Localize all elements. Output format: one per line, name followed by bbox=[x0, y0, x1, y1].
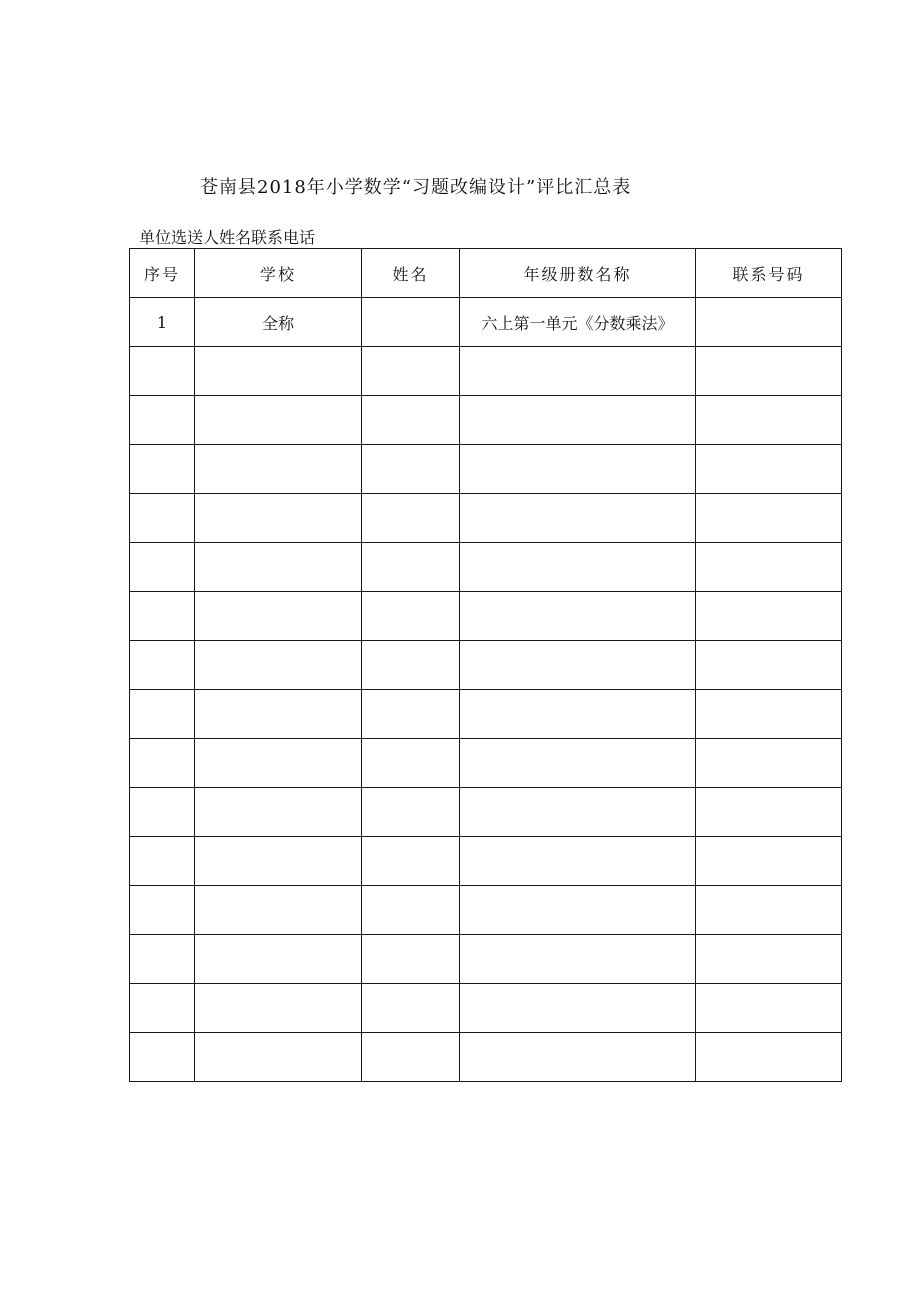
cell-grade-volume: 六上第一单元《分数乘法》 bbox=[460, 298, 696, 347]
cell-grade-volume bbox=[460, 494, 696, 543]
summary-table bbox=[129, 248, 842, 1082]
cell-name bbox=[362, 837, 460, 886]
cell-contact bbox=[696, 641, 842, 690]
cell-school bbox=[195, 543, 362, 592]
cell-contact bbox=[696, 837, 842, 886]
header-contact: 联系号码 bbox=[696, 249, 842, 298]
cell-name bbox=[362, 494, 460, 543]
cell-seq bbox=[130, 396, 195, 445]
table-row bbox=[130, 396, 842, 445]
cell-seq bbox=[130, 739, 195, 788]
cell-name bbox=[362, 592, 460, 641]
cell-contact bbox=[696, 592, 842, 641]
cell-seq bbox=[130, 445, 195, 494]
cell-seq bbox=[130, 886, 195, 935]
cell-seq bbox=[130, 543, 195, 592]
cell-contact bbox=[696, 984, 842, 1033]
cell-seq bbox=[130, 592, 195, 641]
cell-seq bbox=[130, 690, 195, 739]
cell-name bbox=[362, 298, 460, 347]
table-row bbox=[130, 788, 842, 837]
cell-school bbox=[195, 592, 362, 641]
table-row bbox=[130, 543, 842, 592]
cell-seq bbox=[130, 837, 195, 886]
cell-name bbox=[362, 1033, 460, 1082]
cell-seq: 1 bbox=[130, 298, 195, 347]
cell-grade-volume bbox=[460, 1033, 696, 1082]
cell-name bbox=[362, 347, 460, 396]
cell-contact bbox=[696, 347, 842, 396]
cell-grade-volume bbox=[460, 837, 696, 886]
table-row bbox=[130, 445, 842, 494]
cell-school bbox=[195, 445, 362, 494]
cell-school bbox=[195, 837, 362, 886]
cell-grade-volume bbox=[460, 984, 696, 1033]
cell-seq bbox=[130, 641, 195, 690]
cell-name bbox=[362, 396, 460, 445]
cell-contact bbox=[696, 886, 842, 935]
cell-contact bbox=[696, 739, 842, 788]
cell-school: 全称 bbox=[195, 298, 362, 347]
cell-grade-volume bbox=[460, 788, 696, 837]
cell-contact bbox=[696, 788, 842, 837]
cell-grade-volume bbox=[460, 739, 696, 788]
cell-seq bbox=[130, 788, 195, 837]
cell-contact bbox=[696, 396, 842, 445]
cell-school bbox=[195, 690, 362, 739]
cell-name bbox=[362, 641, 460, 690]
cell-name bbox=[362, 690, 460, 739]
cell-name bbox=[362, 788, 460, 837]
cell-contact bbox=[696, 298, 842, 347]
cell-contact bbox=[696, 935, 842, 984]
table-row bbox=[130, 494, 842, 543]
cell-name bbox=[362, 445, 460, 494]
cell-contact bbox=[696, 690, 842, 739]
cell-name bbox=[362, 739, 460, 788]
cell-grade-volume bbox=[460, 690, 696, 739]
cell-school bbox=[195, 347, 362, 396]
cell-grade-volume bbox=[460, 592, 696, 641]
table-row bbox=[130, 347, 842, 396]
cell-grade-volume bbox=[460, 886, 696, 935]
header-school: 学校 bbox=[195, 249, 362, 298]
document-title: 苍南县2018年小学数学“习题改编设计”评比汇总表 bbox=[200, 177, 632, 198]
table-body bbox=[130, 298, 842, 1082]
cell-school bbox=[195, 886, 362, 935]
cell-name bbox=[362, 886, 460, 935]
cell-seq bbox=[130, 494, 195, 543]
cell-school bbox=[195, 984, 362, 1033]
cell-school bbox=[195, 396, 362, 445]
cell-grade-volume bbox=[460, 396, 696, 445]
cell-name bbox=[362, 984, 460, 1033]
table-row bbox=[130, 935, 842, 984]
table-row bbox=[130, 739, 842, 788]
cell-grade-volume bbox=[460, 543, 696, 592]
cell-school bbox=[195, 788, 362, 837]
cell-school bbox=[195, 1033, 362, 1082]
cell-contact bbox=[696, 1033, 842, 1082]
header-grade-volume: 年级册数名称 bbox=[460, 249, 696, 298]
cell-contact bbox=[696, 543, 842, 592]
table-row bbox=[130, 641, 842, 690]
cell-school bbox=[195, 494, 362, 543]
table-row bbox=[130, 886, 842, 935]
cell-seq bbox=[130, 984, 195, 1033]
cell-name bbox=[362, 543, 460, 592]
table-header-row bbox=[130, 249, 842, 298]
cell-grade-volume bbox=[460, 641, 696, 690]
table-row bbox=[130, 1033, 842, 1082]
cell-seq bbox=[130, 347, 195, 396]
table-row bbox=[130, 837, 842, 886]
table-row bbox=[130, 298, 842, 347]
header-name: 姓名 bbox=[362, 249, 460, 298]
table-row bbox=[130, 984, 842, 1033]
header-seq: 序号 bbox=[130, 249, 195, 298]
table-row bbox=[130, 690, 842, 739]
cell-seq bbox=[130, 1033, 195, 1082]
table-row bbox=[130, 592, 842, 641]
cell-contact bbox=[696, 494, 842, 543]
cell-grade-volume bbox=[460, 935, 696, 984]
cell-school bbox=[195, 935, 362, 984]
cell-contact bbox=[696, 445, 842, 494]
cell-grade-volume bbox=[460, 445, 696, 494]
cell-grade-volume bbox=[460, 347, 696, 396]
document-subtitle: 单位选送人姓名联系电话 bbox=[139, 228, 316, 247]
cell-seq bbox=[130, 935, 195, 984]
cell-school bbox=[195, 641, 362, 690]
cell-name bbox=[362, 935, 460, 984]
cell-school bbox=[195, 739, 362, 788]
